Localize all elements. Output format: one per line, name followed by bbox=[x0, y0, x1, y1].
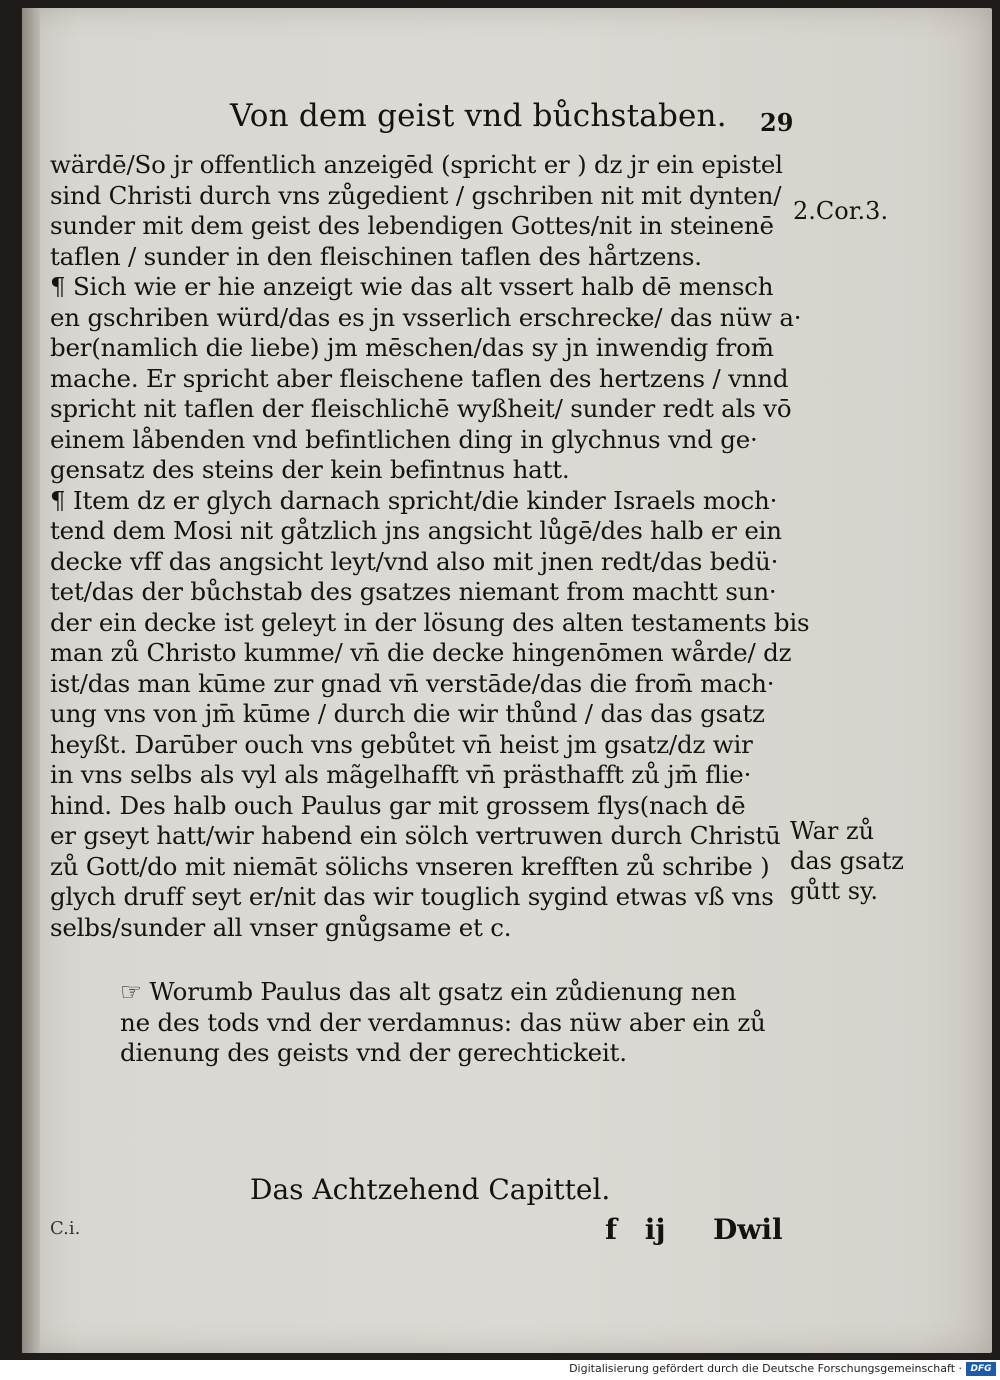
page-gutter bbox=[22, 8, 40, 1353]
text-line: tet/das der bůchstab des gsatzes niemant from machtt sun· bbox=[50, 577, 777, 606]
folio-number: 29 bbox=[760, 108, 794, 137]
text-line: zů Gott/do mit niemāt sölichs vnseren krefften zů schribe ) bbox=[50, 851, 770, 881]
section-heading-line: ne des tods vnd der verdamnus: das nüw aber ein zů bbox=[120, 1007, 766, 1037]
section-gap bbox=[50, 943, 812, 977]
section-heading-line: dienung des geists vnd der gerechtickeit. bbox=[120, 1038, 627, 1067]
text-line: glych druff seyt er/nit das wir touglich sygind etwas vß vns bbox=[50, 882, 774, 911]
text-line: mache. Er spricht aber fleischene taflen des hertzens / vnnd bbox=[50, 363, 789, 393]
text-line: hind. Des halb ouch Paulus gar mit grossem flys(nach dē bbox=[50, 790, 746, 820]
sidenote-war-zu bbox=[790, 816, 904, 906]
text-line: sind Christi durch vns zůgedient / gschriben nit mit dynten/ bbox=[50, 180, 782, 210]
dfg-logo-icon: DFG bbox=[966, 1362, 996, 1376]
text-line: in vns selbs als vyl als mãgelhafft vn̄ prästhafft zů jm̄ flie· bbox=[50, 760, 752, 789]
text-line: er gseyt hatt/wir habend ein sölch vertruwen durch Christū bbox=[50, 821, 781, 850]
text-line: sunder mit dem geist des lebendigen Gottes/nit in steinenē bbox=[50, 211, 774, 240]
text-line: ung vns von jm̄ kūme / durch die wir thůnd / das das gsatz bbox=[50, 699, 765, 728]
text-line: tend dem Mosi nit gåtzlich jns angsicht lůgē/des halb er ein bbox=[50, 516, 782, 545]
chapter-title: Das Achtzehend Capittel. bbox=[250, 1173, 611, 1206]
catchword: Dwil bbox=[713, 1213, 783, 1246]
sidenote-line: gůtt sy. bbox=[790, 877, 879, 905]
sidenote-corinthians: 2.Cor.3. bbox=[793, 197, 889, 225]
text-line: wärdē/So jr offentlich anzeigēd (spricht er ) dz jr ein epistel bbox=[50, 150, 783, 179]
text-line: ber(namlich die liebe) jm mēschen/das sy jn inwendig from̄ bbox=[50, 333, 774, 362]
text-line: decke vff das angsicht leyt/vnd also mit jnen redt/das bedü· bbox=[50, 546, 779, 576]
footer-credit: Digitalisierung gefördert durch die Deutsche Forschungsgemeinschaft · bbox=[569, 1362, 962, 1375]
text-line: man zů Christo kumme/ vn̄ die decke hingenōmen wårde/ dz bbox=[50, 638, 792, 667]
text-line: selbs/sunder all vnser gnůgsame et c. bbox=[50, 912, 512, 942]
text-line: en gschriben würd/das es jn vsserlich erschrecke/ das nüw a· bbox=[50, 302, 802, 332]
section-heading-line: ☞ Worumb Paulus das alt gsatz ein zůdienung nen bbox=[120, 977, 737, 1006]
main-text-block bbox=[50, 150, 812, 1069]
bottom-left-mark: C.i. bbox=[50, 1218, 81, 1239]
text-line: ¶ Item dz er glych darnach spricht/die kinder Israels moch· bbox=[50, 485, 778, 515]
text-line: heyßt. Darūber ouch vns gebůtet vn̄ heist jm gsatz/dz wir bbox=[50, 729, 753, 759]
text-line: ist/das man kūme zur gnad vn̄ verstāde/das die from̄ mach· bbox=[50, 668, 775, 698]
text-line: taflen / sunder in den fleischinen taflen des hårtzens. bbox=[50, 241, 702, 271]
sidenote-line: War zů bbox=[790, 817, 875, 845]
text-line: einem låbenden vnd befintlichen ding in glychnus vnd ge· bbox=[50, 424, 758, 454]
signature-mark: f ij bbox=[605, 1213, 666, 1246]
text-line: ¶ Sich wie er hie anzeigt wie das alt vssert halb dē mensch bbox=[50, 272, 774, 301]
text-line: spricht nit taflen der fleischlichē wyßheit/ sunder redt als vō bbox=[50, 394, 792, 423]
text-line: der ein decke ist geleyt in der lösung des alten testaments bis bbox=[50, 607, 810, 637]
sidenote-line: das gsatz bbox=[790, 847, 904, 875]
running-head: Von dem geist vnd bůchstaben. bbox=[230, 98, 727, 134]
text-line: gensatz des steins der kein befintnus hatt. bbox=[50, 455, 570, 484]
